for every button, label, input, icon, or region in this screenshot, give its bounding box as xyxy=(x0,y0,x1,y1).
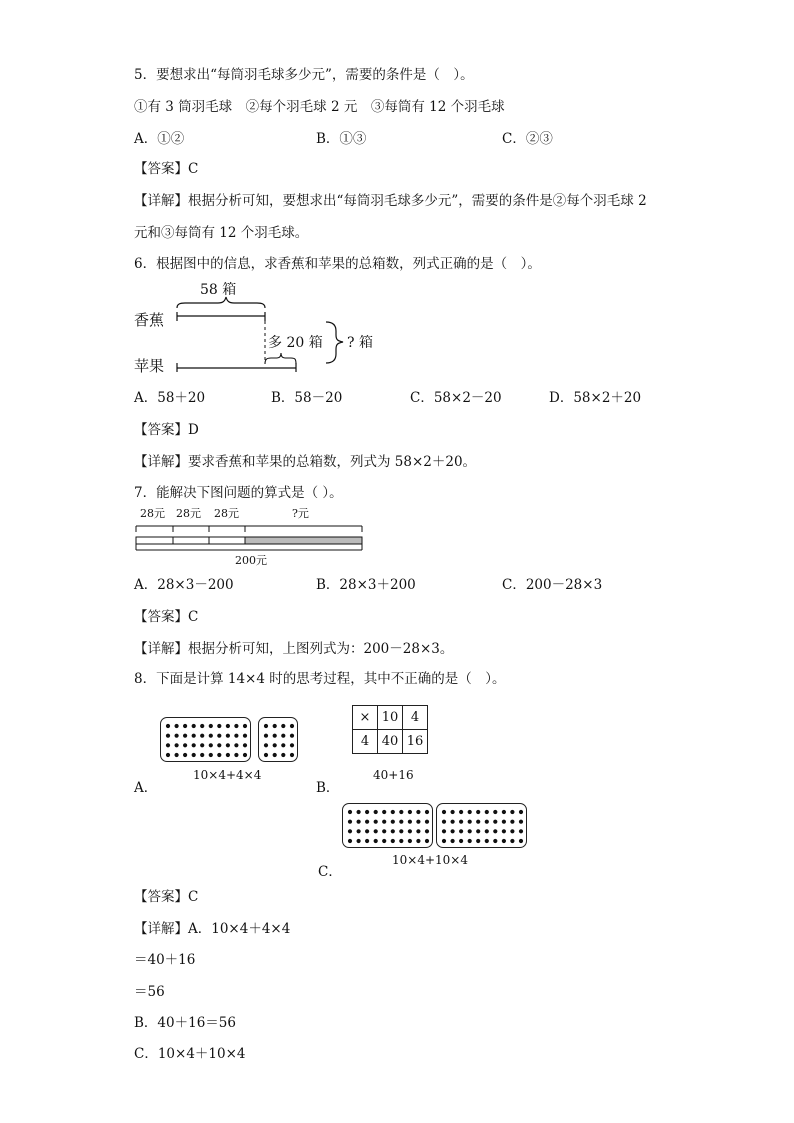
q8-figB-cell: 4 xyxy=(403,706,428,730)
q8-explain-5: C．10×4＋10×4 xyxy=(134,1046,246,1062)
q5-stem: 5．要想求出“每筒羽毛球多少元”，需要的条件是（ ）。 xyxy=(134,67,474,83)
q5-explain-2: 元和③每筒有 12 个羽毛球。 xyxy=(134,225,309,241)
dot xyxy=(273,724,277,728)
dot xyxy=(374,820,378,824)
q6-option-d: D．58×2＋20 xyxy=(549,390,642,406)
dot xyxy=(425,839,429,843)
q8-figB-cell: 40 xyxy=(378,730,403,754)
q7-seg2-label: 28元 xyxy=(176,507,201,520)
dot xyxy=(217,734,221,738)
dot xyxy=(485,820,489,824)
q7-bar-unknown-part xyxy=(245,537,362,544)
q8-figB-label: B． xyxy=(316,780,340,796)
dot xyxy=(217,753,221,757)
dot xyxy=(243,753,247,757)
dot xyxy=(442,829,446,833)
q5-explain-1: 【详解】根据分析可知，要想求出“每筒羽毛球多少元”，需要的条件是②每个羽毛球 2 xyxy=(134,193,647,209)
q6-explain: 【详解】要求香蕉和苹果的总箱数，列式为 58×2＋20。 xyxy=(134,454,477,470)
dot xyxy=(459,810,463,814)
dot xyxy=(519,839,523,843)
dot xyxy=(226,734,230,738)
q8-figA-label: A． xyxy=(134,780,158,796)
q7-option-a: A．28×3－200 xyxy=(134,577,234,593)
dot xyxy=(264,724,268,728)
dot xyxy=(357,829,361,833)
dot xyxy=(476,829,480,833)
q6-more-label: 多 20 箱 xyxy=(268,335,323,351)
dot xyxy=(290,753,294,757)
dot xyxy=(425,820,429,824)
dot xyxy=(166,734,170,738)
dot xyxy=(243,734,247,738)
dot xyxy=(382,839,386,843)
dot xyxy=(234,753,238,757)
q6-banana-count: 58 箱 xyxy=(200,282,237,298)
dot xyxy=(183,724,187,728)
q7-seg3-label: 28元 xyxy=(214,507,239,520)
dot xyxy=(374,839,378,843)
dot xyxy=(226,743,230,747)
dot xyxy=(243,724,247,728)
dot xyxy=(273,743,277,747)
dot xyxy=(391,829,395,833)
dot xyxy=(416,810,420,814)
dot xyxy=(234,734,238,738)
q8-figB-cell: 4 xyxy=(353,730,378,754)
dot xyxy=(273,734,277,738)
q7-unknown-label: ?元 xyxy=(292,507,309,520)
dot xyxy=(217,743,221,747)
dot xyxy=(510,820,514,824)
dot xyxy=(391,820,395,824)
dot xyxy=(425,829,429,833)
q8-figB-table xyxy=(352,705,428,754)
dot xyxy=(374,810,378,814)
dot xyxy=(485,829,489,833)
dot xyxy=(502,810,506,814)
q5-answer: 【答案】C xyxy=(134,161,199,177)
dot xyxy=(200,743,204,747)
dot xyxy=(209,753,213,757)
dot xyxy=(234,743,238,747)
dot xyxy=(459,839,463,843)
dot xyxy=(399,829,403,833)
dot xyxy=(382,810,386,814)
dot xyxy=(209,724,213,728)
dot xyxy=(200,753,204,757)
q7-stem: 7．能解决下图问题的算式是（ ）。 xyxy=(134,485,343,501)
dot xyxy=(519,820,523,824)
dot xyxy=(243,743,247,747)
dot xyxy=(175,734,179,738)
dot xyxy=(502,839,506,843)
q8-figA-caption: 10×4+4×4 xyxy=(193,768,262,782)
q6-brace-extra xyxy=(265,353,296,364)
dot xyxy=(192,743,196,747)
dot xyxy=(183,734,187,738)
dot xyxy=(365,839,369,843)
dot xyxy=(281,753,285,757)
dot xyxy=(192,734,196,738)
dot xyxy=(510,839,514,843)
dot xyxy=(510,829,514,833)
dot xyxy=(264,734,268,738)
q6-stem: 6．根据图中的信息，求香蕉和苹果的总箱数，列式正确的是（ ）。 xyxy=(134,256,541,272)
dot xyxy=(264,753,268,757)
q8-figB-cell: × xyxy=(353,706,378,730)
dot xyxy=(493,829,497,833)
dot xyxy=(357,839,361,843)
q8-answer: 【答案】C xyxy=(134,889,199,905)
dot xyxy=(399,839,403,843)
q6-brace-banana xyxy=(177,297,265,308)
dot xyxy=(476,839,480,843)
dot xyxy=(209,734,213,738)
dot xyxy=(408,829,412,833)
dot xyxy=(175,753,179,757)
q7-seg1-label: 28元 xyxy=(140,507,165,520)
dot xyxy=(468,829,472,833)
dot xyxy=(234,724,238,728)
q6-option-c: C．58×2－20 xyxy=(410,390,502,406)
q7-answer: 【答案】C xyxy=(134,609,199,625)
q6-apple-label: 苹果 xyxy=(134,357,165,375)
q8-figB-caption: 40+16 xyxy=(373,768,414,782)
dot xyxy=(348,839,352,843)
dot xyxy=(416,839,420,843)
dot xyxy=(281,734,285,738)
dot xyxy=(451,820,455,824)
dot xyxy=(365,829,369,833)
dot xyxy=(476,810,480,814)
dot xyxy=(200,724,204,728)
q6-option-a: A．58＋20 xyxy=(134,390,206,406)
q8-explain-1: 【详解】A．10×4＋4×4 xyxy=(134,921,291,937)
q6-line-diagram xyxy=(130,280,390,380)
q8-figC-label: C． xyxy=(318,864,342,880)
q6-banana-label: 香蕉 xyxy=(134,311,165,329)
dot xyxy=(166,753,170,757)
dot xyxy=(357,810,361,814)
dot xyxy=(183,743,187,747)
dot xyxy=(425,810,429,814)
dot xyxy=(442,839,446,843)
q8-explain-3: ＝56 xyxy=(134,984,165,1000)
dot xyxy=(273,753,277,757)
q5-option-a: A．①② xyxy=(134,131,185,147)
dot xyxy=(281,743,285,747)
q8-figC-box-left xyxy=(342,803,433,848)
q7-bar-diagram xyxy=(132,504,368,570)
q6-answer: 【答案】D xyxy=(134,422,199,438)
dot xyxy=(200,734,204,738)
dot xyxy=(183,753,187,757)
dot xyxy=(468,820,472,824)
dot xyxy=(493,820,497,824)
dot xyxy=(399,810,403,814)
dot xyxy=(226,724,230,728)
q7-option-b: B．28×3＋200 xyxy=(316,577,416,593)
dot xyxy=(493,839,497,843)
dot xyxy=(192,724,196,728)
dot xyxy=(348,810,352,814)
q8-explain-4: B．40＋16＝56 xyxy=(134,1015,236,1031)
dot xyxy=(493,810,497,814)
dot xyxy=(391,810,395,814)
q8-stem: 8．下面是计算 14×4 时的思考过程，其中不正确的是（ ）。 xyxy=(134,671,506,687)
dot xyxy=(451,839,455,843)
dot xyxy=(459,820,463,824)
q8-figB-cell: 10 xyxy=(378,706,403,730)
dot xyxy=(166,743,170,747)
dot xyxy=(510,810,514,814)
dot xyxy=(416,820,420,824)
dot xyxy=(519,810,523,814)
dot xyxy=(476,820,480,824)
dot xyxy=(408,839,412,843)
dot xyxy=(382,829,386,833)
q8-figA-box-10x4 xyxy=(160,717,251,762)
dot xyxy=(217,724,221,728)
dot xyxy=(502,829,506,833)
dot xyxy=(408,820,412,824)
dot xyxy=(290,734,294,738)
dot xyxy=(399,820,403,824)
dot xyxy=(451,829,455,833)
dot xyxy=(166,724,170,728)
q8-figA-box-4x4 xyxy=(258,717,298,762)
dot xyxy=(451,810,455,814)
q5-conditions: ①有 3 筒羽毛球 ②每个羽毛球 2 元 ③每筒有 12 个羽毛球 xyxy=(134,99,505,115)
dot xyxy=(374,829,378,833)
dot xyxy=(281,724,285,728)
dot xyxy=(365,810,369,814)
dot xyxy=(485,839,489,843)
dot xyxy=(226,753,230,757)
dot xyxy=(290,724,294,728)
q6-option-b: B．58－20 xyxy=(271,390,343,406)
q5-option-c: C．②③ xyxy=(502,131,553,147)
dot xyxy=(382,820,386,824)
dot xyxy=(264,743,268,747)
dot xyxy=(442,820,446,824)
dot xyxy=(348,820,352,824)
q8-figC-box-right xyxy=(436,803,527,848)
dot xyxy=(175,743,179,747)
dot xyxy=(459,829,463,833)
dot xyxy=(348,829,352,833)
q8-figB-cell: 16 xyxy=(403,730,428,754)
dot xyxy=(357,820,361,824)
q6-total-label: ? 箱 xyxy=(347,335,373,351)
q8-figC-caption: 10×4+10×4 xyxy=(392,853,468,867)
q7-explain: 【详解】根据分析可知，上图列式为：200－28×3。 xyxy=(134,641,454,657)
dot xyxy=(485,810,489,814)
q7-total-label: 200元 xyxy=(235,554,267,567)
dot xyxy=(416,829,420,833)
dot xyxy=(209,743,213,747)
q7-option-c: C．200－28×3 xyxy=(502,577,603,593)
dot xyxy=(290,743,294,747)
dot xyxy=(391,839,395,843)
dot xyxy=(468,810,472,814)
dot xyxy=(468,839,472,843)
dot xyxy=(175,724,179,728)
dot xyxy=(365,820,369,824)
dot xyxy=(442,810,446,814)
dot xyxy=(502,820,506,824)
q6-brace-total xyxy=(326,322,343,363)
q5-option-b: B．①③ xyxy=(316,131,367,147)
q8-explain-2: ＝40＋16 xyxy=(134,952,196,968)
dot xyxy=(519,829,523,833)
dot xyxy=(408,810,412,814)
dot xyxy=(192,753,196,757)
